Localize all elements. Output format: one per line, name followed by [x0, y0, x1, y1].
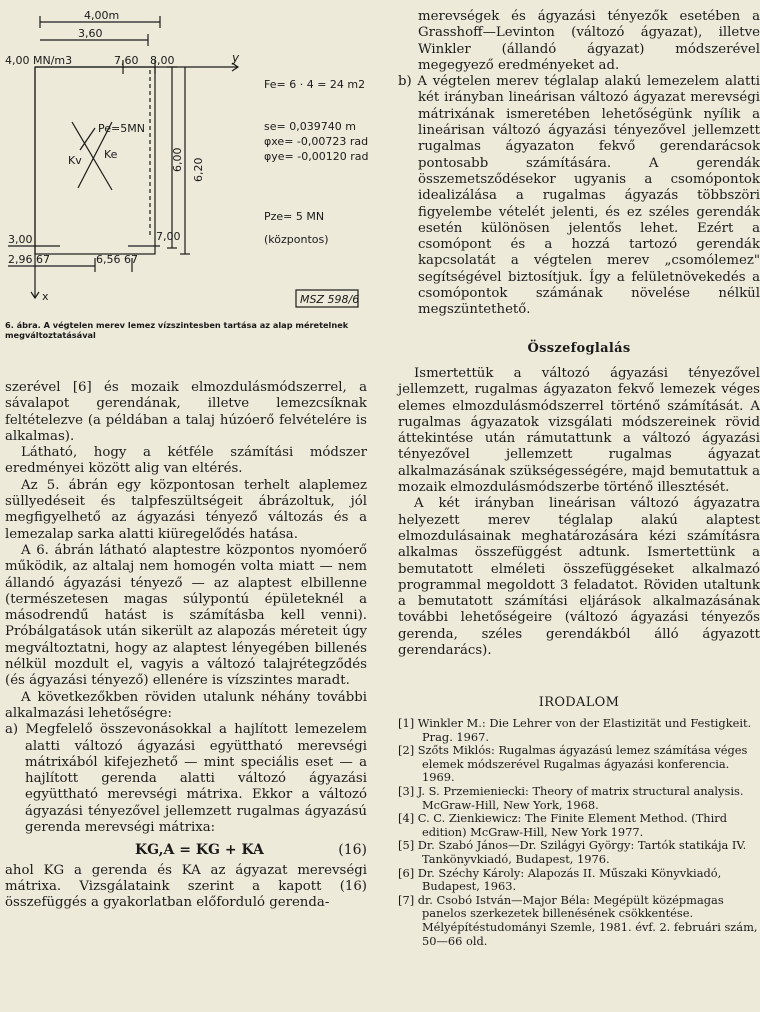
kv-label: Kv	[68, 154, 82, 167]
phi-xe-label: φxe= -0,00723 rad	[264, 135, 369, 148]
equation-body: KG,A = KG + KA	[135, 842, 264, 859]
fe-label: Fe= 6 · 4 = 24 m2	[264, 78, 366, 91]
paragraph: ahol KG a gerenda és KA az ágyazat merevségi mátrixa. Vizsgálataink szerint a kapott (16) összefüggés a gyakorlatban előforduló gerenda-	[5, 862, 367, 911]
paragraph: Látható, hogy a kétféle számítási módszer eredményei között alig van eltérés.	[5, 445, 367, 477]
paragraph: b) A végtelen merev téglalap alakú lemezelem alatti két irányban lineárisan változó ágyazat merevségi mátrixának ismeretében lehetőségünk nyílik a lineárisan változó ágyazási tényezővel jellemzett rugalmas ágyazaton fekvő gerendarácsok pontosabb számítására. A gerendák összemetsződésekor ugyanis a csomópontok idealizálása a rugalmas ágyazás többszöri figyelembe vételét jelenti, és ez széles gerendák esetén különösen jelentős lehet. Ezért a csomópont és a hozzá tartozó gerendák kapcsolatát a végtelen merev „csomólemez" segítségével biztosítjuk. Így a felületnövekedés a csomópontok számának növelése nélkül megszüntethető.	[398, 74, 760, 318]
paragraph: a) Megfelelő összevonásokkal a hajlított lemezelem alatti változó ágyazási együttható merevségi mátrixából kifejezhető — mint speciális eset — a hajlított gerenda alatti változó ágyazási együttható merevségi mátrixa. Ekkor a változó ágyazási tényezővel jellemzett rugalmas ágyazású gerenda merevségi mátrixa:	[5, 722, 367, 836]
x-65667: 6,56 67	[96, 253, 138, 266]
x-29667: 2,96 67	[8, 253, 50, 266]
reference-item: [2] Szőts Miklós: Rugalmas ágyazású lemez számítása véges elemek módszerével Rugalmas ágyazási konferencia. 1969.	[398, 743, 748, 785]
se-label: se= 0,039740 m	[264, 120, 356, 133]
paragraph: Ismertettük a változó ágyazási tényezővel jellemzett, rugalmas ágyazaton fekvő lemezek véges elemes elmozdulásmódszerrel történő számítását. A rugalmas ágyazatok vizsgálati módszereinek rövid áttekintése után rámutattunk a változó ágyazási tényezővel jellemzett rugalmas ágyazat alkalmazásának szükségességére, majd bemutattuk a mozaik elmozdulásmódszerbe történő illesztését.	[398, 366, 760, 496]
kozpontos-label: (központos)	[264, 233, 329, 246]
reference-item: [3] J. S. Przemieniecki: Theory of matrix structural analysis. McGraw-Hill, New York, 1968.	[398, 783, 744, 812]
paragraph: A következőkben röviden utalunk néhány további alkalmazási lehetőségre:	[5, 689, 367, 721]
paragraph: A két irányban lineárisan változó ágyazatra helyezett merev téglalap alakú alaptest elmozdulásainak meghatározására kézi számításra alkalmas összefüggést adtunk. Ismertettünk a bemutatott elméleti összefüggéseket alkalmazó programmal megoldott 3 feladatot. Röviden utaltunk a bemutatott számítási eljárások alkalmazásának további lehetőségeire (változó ágyazási tényezős gerenda, széles gerendákból álló ágyazott gerendarács).	[398, 496, 760, 659]
pe-label: Pe=5MN	[98, 122, 145, 135]
stamp-label: MSZ 598/6	[300, 293, 360, 306]
references-list	[398, 717, 760, 948]
reference-item: [4] C. C. Zienkiewicz: The Finite Element Method. (Third edition) McGraw-Hill, New York 1977.	[398, 811, 728, 839]
equation-number: (16)	[338, 842, 367, 859]
reference-item: [1] Winkler M.: Die Lehrer von der Elastizität und Festigkeit. Prag. 1967.	[398, 716, 752, 744]
dim-600: 6,00	[171, 147, 184, 172]
reference-item: [7] dr. Csobó István—Major Béla: Megépült középmagas panelos szerkezetek billenésének csökkentése. Mélyépítéstudományi Szemle, 1981. évf. 2. februári szám, 50—66 old.	[398, 892, 758, 948]
axis-x-label: x	[42, 290, 49, 303]
figure-6-diagram	[0, 0, 370, 318]
paragraph: szerével [6] és mozaik elmozdulásmódszerrel, a sávalapot gerendának, illetve lemezcsíknak feltételezve (a példában a talaj húzóerő felvételére is alkalmas).	[5, 380, 367, 444]
reference-item: [5] Dr. Szabó János—Dr. Szilágyi György: Tartók statikája IV. Tankönyvkiadó, Budapest, 1976.	[398, 838, 747, 866]
reference-item: [6] Dr. Széchy Károly: Alapozás II. Műszaki Könyvkiadó, Budapest, 1963.	[398, 865, 722, 894]
summary-section	[398, 341, 760, 356]
paragraph: A 6. ábrán látható alaptestre központos nyomóerő működik, az altalaj nem homogén volta miatt — nem állandó ágyazási tényező — az alaptest elbillenne (természetesen magas súlypontú épületeknél a másodrendű hatást is számításba kell venni). Próbálgatások után sikerült az alapozás méreteit úgy megváltoztatni, hogy az alaptest lényegében billenés nélkül mozdult el, vagyis a változó talajrétegződés (és ágyazási tényező) ellenére is vízszintes maradt.	[5, 542, 367, 689]
ke-label: Ke	[104, 148, 118, 161]
right-column	[398, 9, 760, 319]
load-label: 4,00 MN/m3	[5, 54, 73, 67]
left-column	[5, 380, 367, 912]
paragraph: merevségek és ágyazási tényezők esetében a Grasshoff—Levinton (változó ágyazat), illetve Winkler (állandó ágyazat) módszerével megegyező eredményeket ad.	[418, 9, 760, 73]
y-300: 3,00	[8, 233, 33, 246]
dim-620: 6,20	[192, 157, 205, 182]
x-800: 8,00	[150, 54, 175, 67]
y-700: 7,00	[156, 230, 181, 243]
summary-heading: Összefoglalás	[527, 341, 631, 356]
dim-top-outer: 4,00m	[84, 9, 120, 22]
phi-ye-label: φye= -0,00120 rad	[264, 150, 369, 163]
equation-16	[5, 842, 367, 858]
figure-caption: 6. ábra. A végtelen merev lemez vízszintesben tartása az alap méretelnek megváltoztatásával	[5, 320, 349, 340]
summary-body	[398, 366, 760, 659]
references-heading: IRODALOM	[538, 695, 620, 710]
axis-y-label: y	[232, 51, 240, 65]
paragraph: Az 5. ábrán egy központosan terhelt alaplemez süllyedéseit és talpfeszültségeit ábrázoltuk, jól megfigyelhető az ágyazási tényező változás és a lemezalap sarka alatti kiüregelődés hatása.	[5, 477, 367, 542]
references-section	[398, 695, 760, 710]
x-760: 7,60	[114, 54, 139, 67]
dim-top-inner: 3,60	[78, 27, 103, 40]
pze-label: Pze= 5 MN	[264, 210, 325, 223]
